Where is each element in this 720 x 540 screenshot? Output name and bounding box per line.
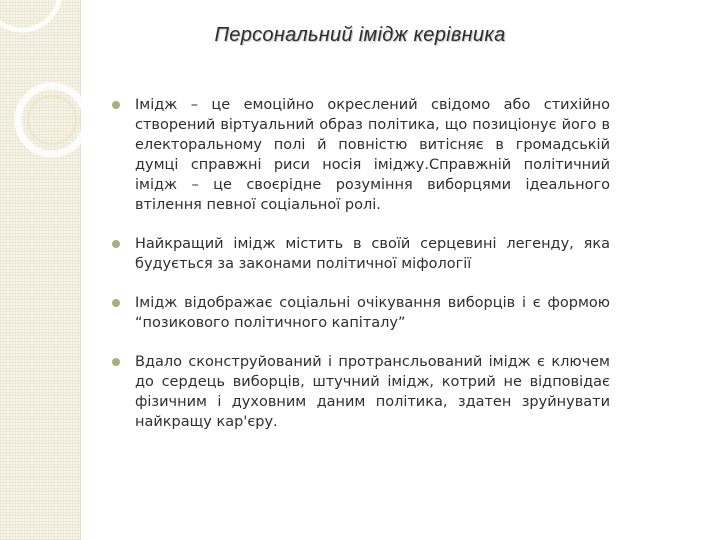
list-item — [110, 352, 610, 432]
slide-title: Персональний імідж керівника — [214, 24, 506, 46]
bullet-text: Імідж – це емоційно окреслений свідомо або стихійно створений віртуальний образ політика, що позиціонує його в електоральному полі й повністю витісняє в громадській думці справжні риси носія іміджу.Справжній політичний імідж – це своєрідне розуміння виборцями ідеального втілення певної соціальної ролі. — [135, 97, 610, 213]
bullet-icon — [112, 299, 120, 307]
bullet-icon — [112, 240, 120, 248]
list-item — [110, 95, 610, 215]
bullet-icon — [112, 358, 120, 366]
bullet-list — [110, 95, 610, 451]
list-item — [110, 234, 610, 274]
bullet-text: Найкращий імідж містить в своїй серцевині легенду, яка будується за законами політичної міфології — [135, 236, 610, 272]
bullet-text: Вдало сконструйований і протрансльований імідж є ключем до сердець виборців, штучний імідж, котрий не відповідає фізичним і духовним даним політика, здатен зруйнувати найкращу кар'єру. — [135, 354, 610, 430]
bullet-text: Імідж відображає соціальні очікування виборців і є формою “позикового політичного капіталу” — [135, 295, 610, 331]
list-item — [110, 293, 610, 333]
bullet-icon — [112, 101, 120, 109]
